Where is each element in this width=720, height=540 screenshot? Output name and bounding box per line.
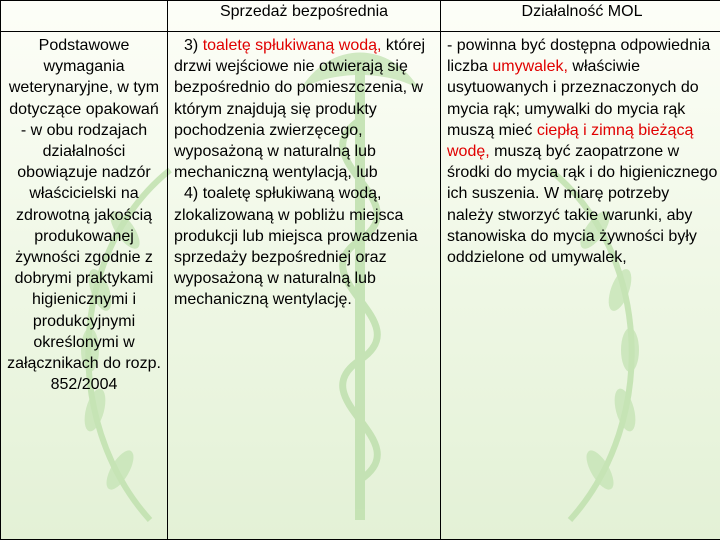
mol-highlight-water: ciepłą i zimną bieżącą wodę, (447, 121, 694, 161)
item3-highlight: toaletę spłukiwaną wodą, (202, 37, 382, 54)
requirements-cell (1, 32, 168, 540)
header-mol-activity: Działalność MOL (441, 1, 720, 32)
requirements-text: Podstawowe wymagania weterynaryjne, w tym dotyczące opakowań - w obu rodzajach działalności obowiązuje nadzór właścicielski na zdrowotną jakością produkowanej żywności zgodnie z dobrymi praktykami higienicznymi i produkcyjnymi określonymi w załącznikach do rozp. 852/2004 (7, 37, 161, 394)
mol-activity-text (441, 32, 720, 268)
item4-number: 4) (184, 185, 199, 203)
content-row (1, 32, 720, 540)
header-direct-sales: Sprzedaż bezpośrednia (168, 1, 441, 32)
item3-text: której drzwi wejściowe nie otwierają się bezpośrednio do pomieszczenia, w którym znajdują się produkty pochodzenia zwierzęcego, wyposażoną w naturalną lub mechaniczną wentylacją, lub (174, 37, 426, 182)
item3-number: 3) (184, 37, 199, 54)
header-empty-cell (1, 1, 168, 32)
mol-text-part3: muszą być zaopatrzone w środki do mycia rąk i do higienicznego ich suszenia. W miarę potrzeby należy stworzyć takie warunki, aby stanowiska do mycia żywności były oddzielone od umywalek, (447, 143, 718, 267)
mol-activity-cell (441, 32, 720, 540)
item4-text: toaletę spłukiwaną wodą, zlokalizowaną w pobliżu miejsca produkcji lub miejsca prowadzenia sprzedaży bezpośredniej oraz wyposażoną w naturalną lub mechaniczną wentylację. (174, 185, 418, 309)
mol-text-part1: - powinna być dostępna odpowiednia liczba (447, 37, 711, 76)
mol-highlight-sinks: umywalek, (492, 58, 568, 76)
mol-text-part2: właściwie usytuowanych i przeznaczonych do mycia rąk; umywalki do mycia rąk muszą mieć (447, 58, 699, 139)
header-row (1, 1, 720, 32)
direct-sales-text (168, 32, 440, 311)
direct-sales-cell (168, 32, 441, 540)
